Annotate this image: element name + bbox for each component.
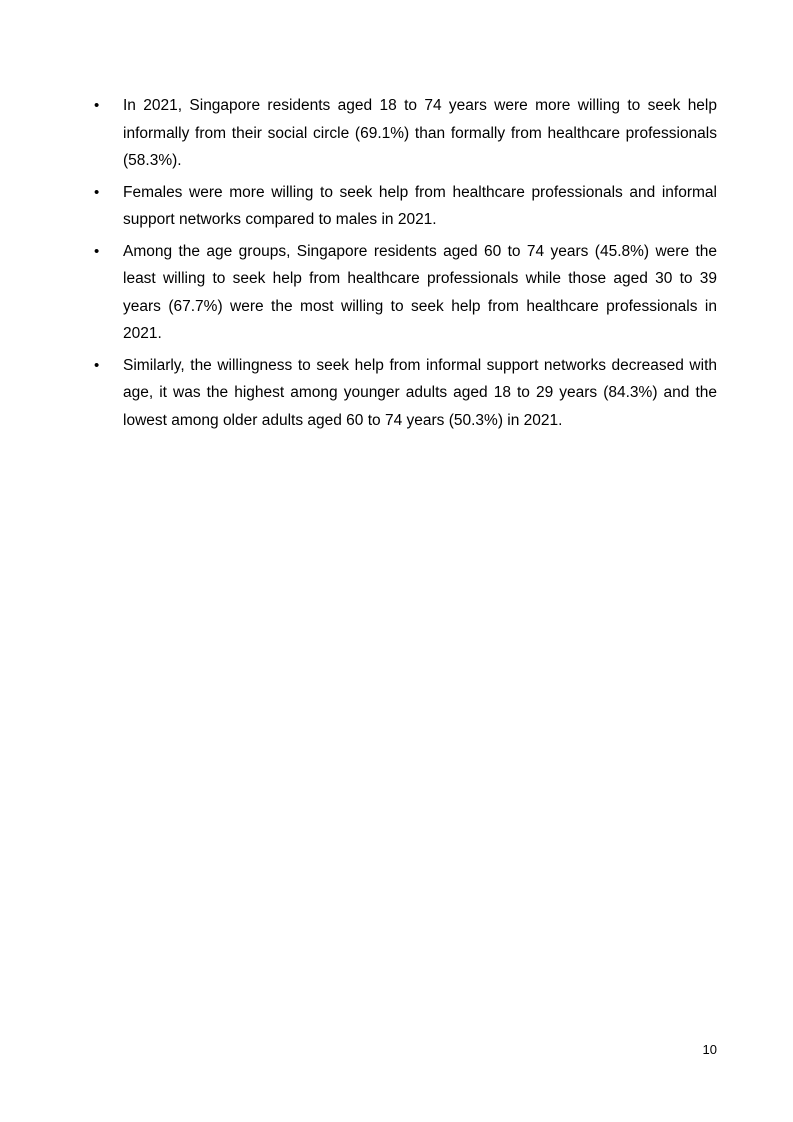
- bullet-text: Females were more willing to seek help from healthcare professionals and informal support networks compared to males in 2021.: [123, 183, 717, 228]
- bullet-text: In 2021, Singapore residents aged 18 to 74 years were more willing to seek help informally from their social circle (69.1%) than formally from healthcare professionals (58.3%).: [123, 97, 717, 169]
- bullet-icon: •: [94, 183, 100, 201]
- bullet-item: [0, 179, 793, 234]
- bullet-list: [0, 92, 793, 438]
- bullet-item: [0, 352, 793, 435]
- bullet-text: Among the age groups, Singapore residents aged 60 to 74 years (45.8%) were the least willing to seek help from healthcare professionals while those aged 30 to 39 years (67.7%) were the most willing to seek help from healthcare professionals in 2021.: [123, 242, 717, 342]
- page-number: 10: [702, 1042, 717, 1057]
- bullet-text: Similarly, the willingness to seek help from informal support networks decreased with age, it was the highest among younger adults aged 18 to 29 years (84.3%) and the lowest among older adults aged 60 to 74 years (50.3%) in 2021.: [123, 356, 717, 429]
- bullet-item: [0, 238, 793, 348]
- bullet-icon: •: [94, 97, 100, 114]
- bullet-item: [0, 92, 793, 175]
- bullet-icon: •: [94, 242, 100, 260]
- bullet-icon: •: [94, 356, 100, 374]
